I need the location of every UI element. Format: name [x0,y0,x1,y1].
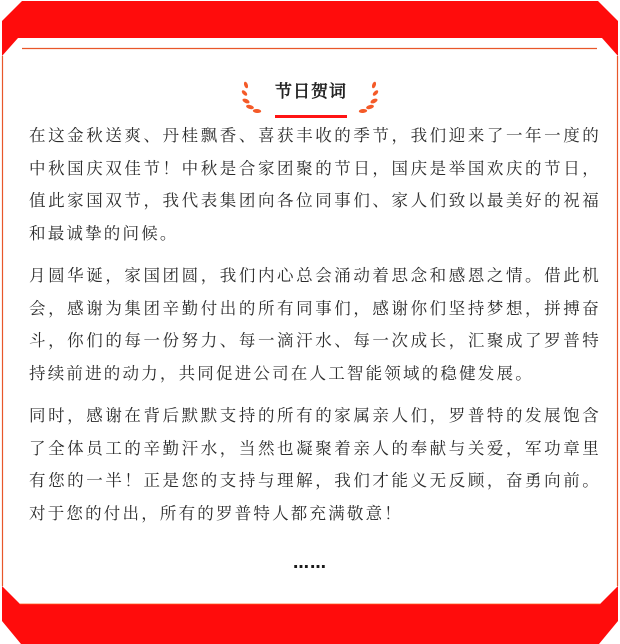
paragraph-1: 在这金秋送爽、丹桂飘香、喜获丰收的季节，我们迎来了一年一度的中秋国庆双佳节！中秋是合家团聚的节日，国庆是举国欢庆的节日，值此家国双节，我代表集团向各位同事们、家人们致以最美好的祝福和最诚挚的问候。 [29,126,601,243]
paragraph-2: 月圆华诞，家国团圆，我们内心总会涌动着思念和感恩之情。借此机会，感谢为集团辛勤付出的所有同事们，感谢你们坚持梦想，拼搏奋斗，你们的每一份努力、每一滴汗水、每一次成长，汇聚成了罗普特持续前进的动力，共同促进公司在人工智能领域的稳健发展。 [29,266,601,383]
greeting-body [29,120,601,540]
laurel-right-icon [355,78,385,118]
title-section [0,78,620,120]
paragraph-3: 同时，感谢在背后默默支持的所有的家属亲人们，罗普特的发展饱含了全体员工的辛勤汗水，当然也凝聚着亲人的奉献与关爱，军功章里有您的一半！正是您的支持与理解，我们才能义无反顾，奋勇向前。对于您的付出，所有的罗普特人都充满敬意！ [29,406,601,523]
title-underline [275,115,347,118]
page-title: 节日贺词 [275,82,347,102]
top-red-band [2,1,618,56]
bottom-red-band [2,586,618,644]
continuation-ellipsis: …… [293,553,327,572]
